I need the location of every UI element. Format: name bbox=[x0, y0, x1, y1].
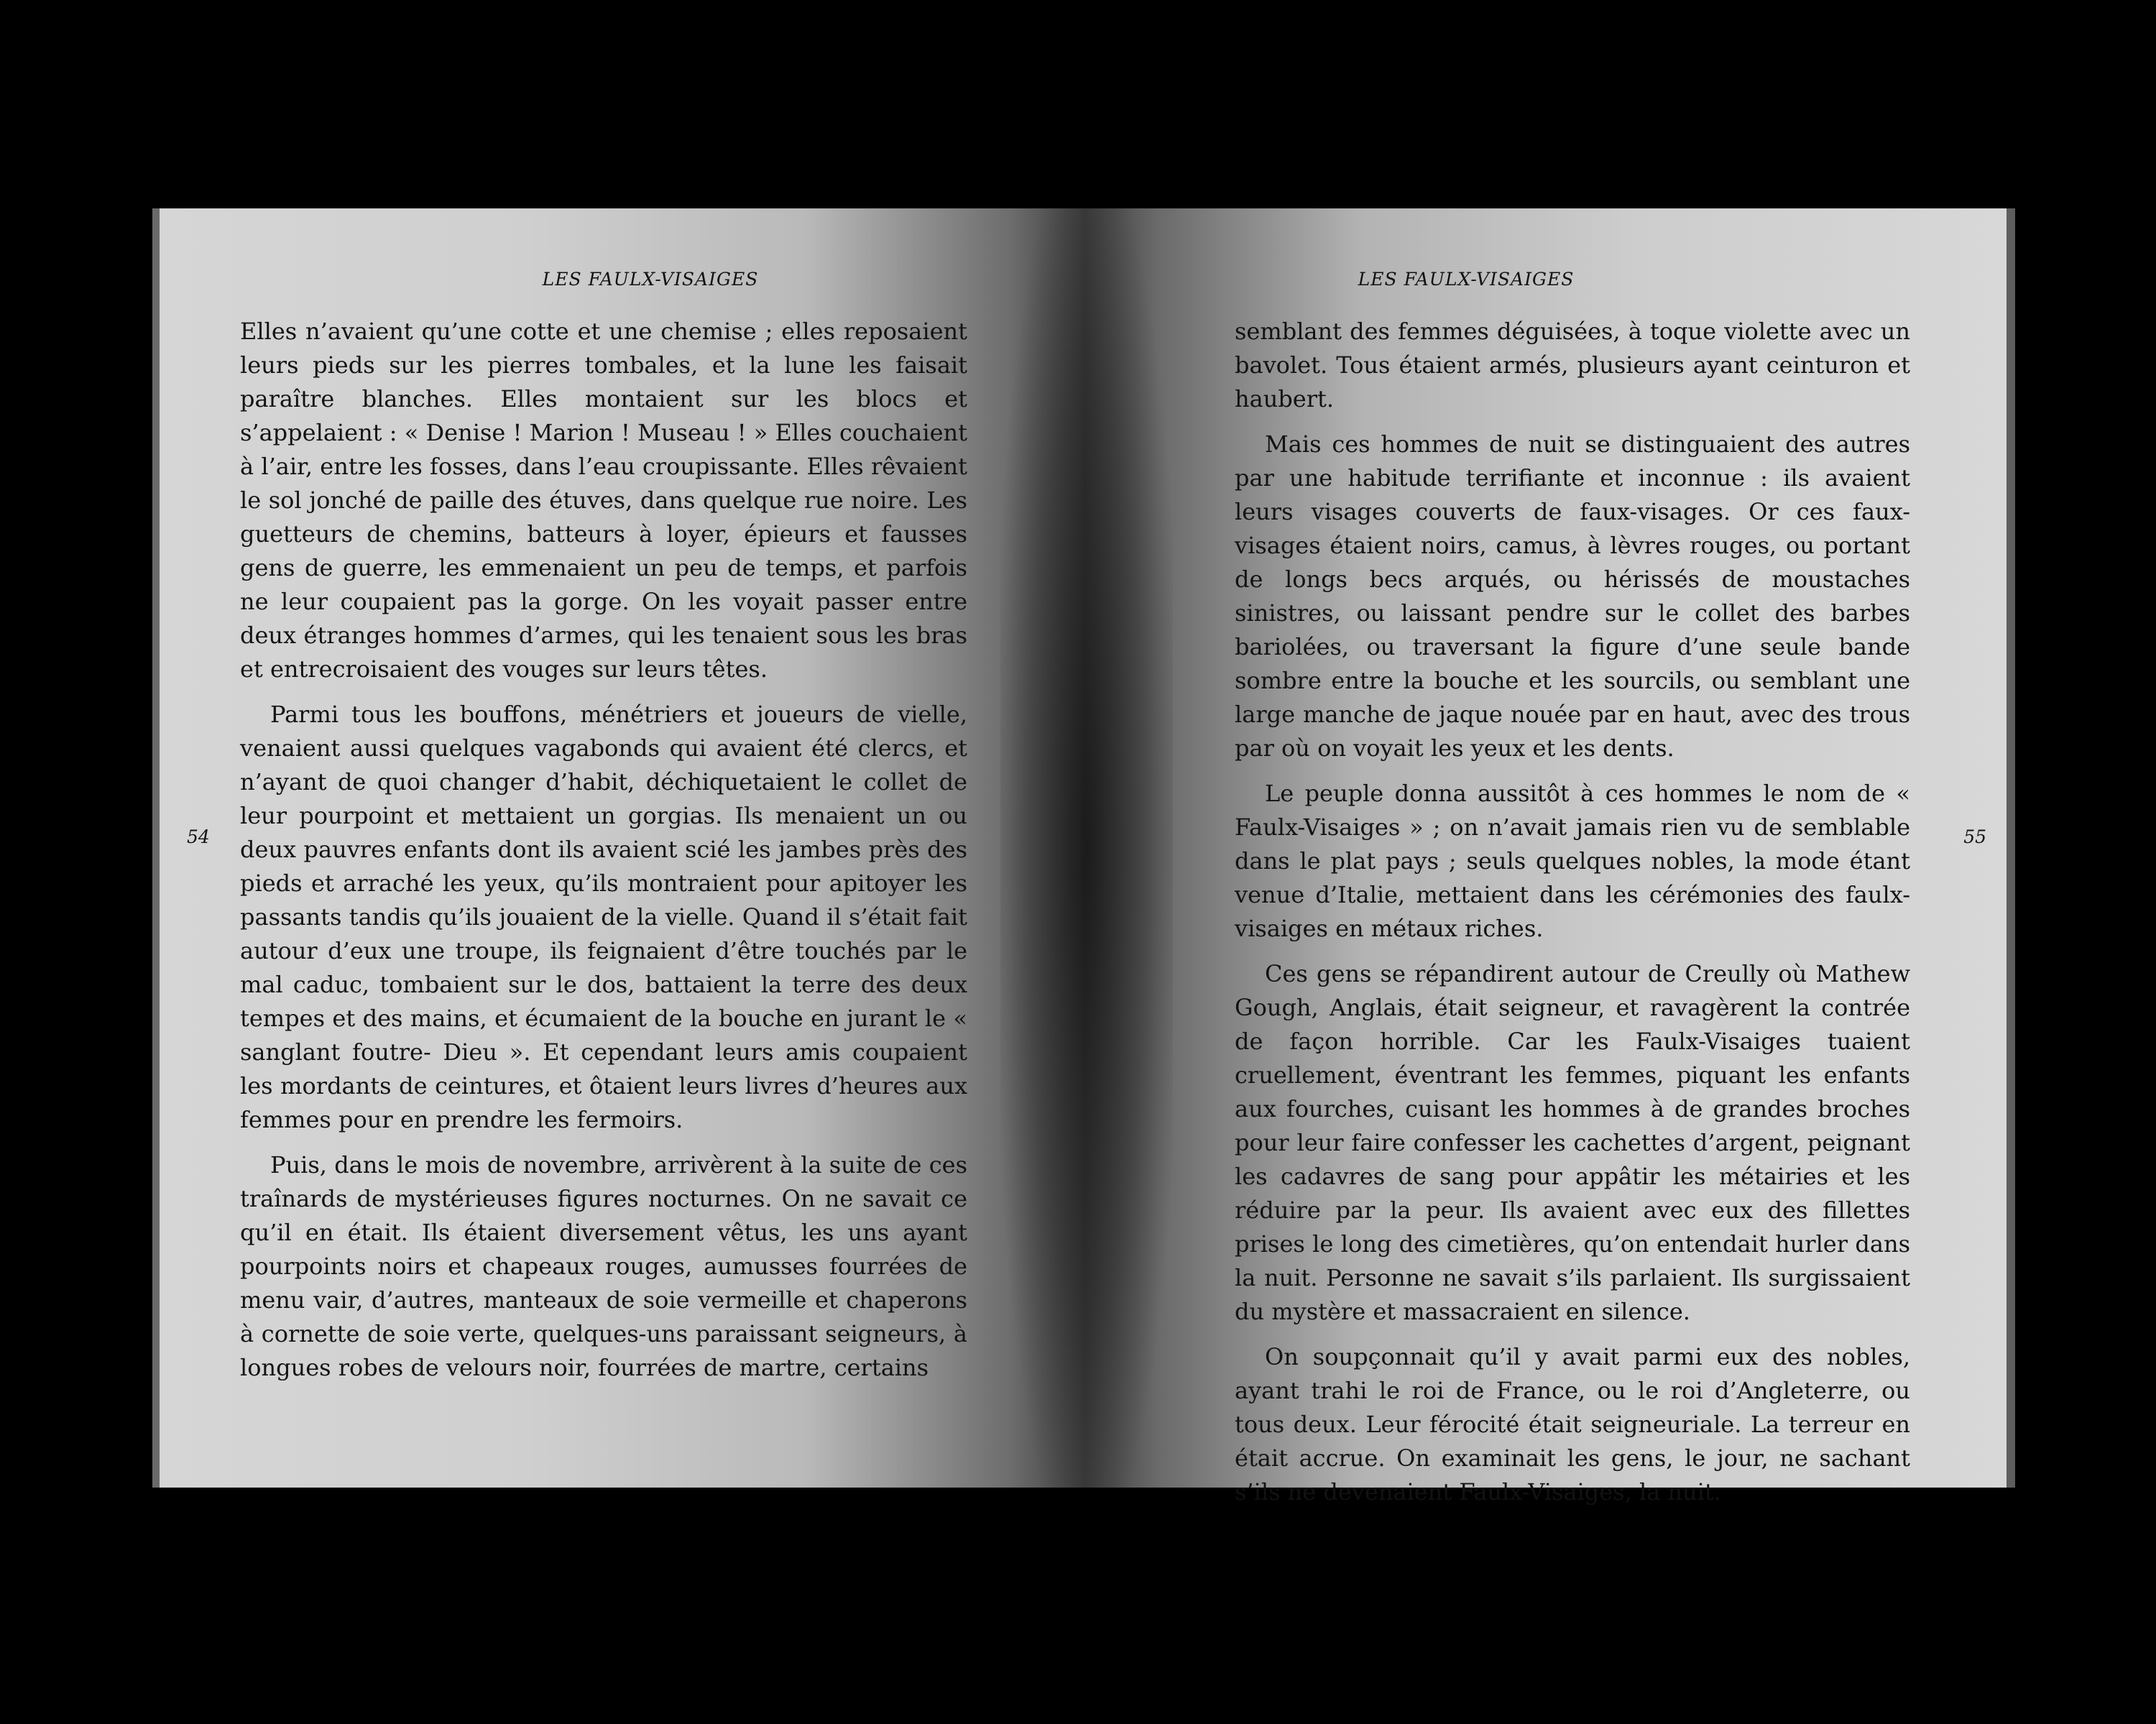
paragraph: Puis, dans le mois de novembre, arrivèrent à la suite de ces traînards de mystérieuses figures nocturnes. On ne savait ce qu’il en était. Ils étaient diversement vêtus, les uns ayant pourpoints noirs et chapeaux rouges, aumusses fourrées de menu vair, d’autres, manteaux de soie vermeille et chaperons à cornette de soie verte, quelques-uns paraissant seigneurs, à longues robes de velours noir, fourrées de martre, certains bbox=[240, 1151, 967, 1381]
left-page bbox=[152, 208, 1084, 1488]
paragraph: Le peuple donna aussitôt à ces hommes le nom de « Faulx-Visaiges » ; on n’avait jamais rien vu de semblable dans le plat pays ; seuls quelques nobles, la mode étant venue d’Italie, mettaient dans les cérémonies des faulx-visaiges en métaux riches. bbox=[1235, 780, 1910, 942]
book-spread bbox=[152, 208, 2015, 1506]
paragraph: semblant des femmes déguisées, à toque violette avec un bavolet. Tous étaient armés, plusieurs ayant ceinturon et haubert. bbox=[1235, 318, 1910, 412]
body-text bbox=[240, 315, 967, 1396]
running-head: LES FAULX-VISAIGES bbox=[542, 269, 759, 290]
paragraph: Mais ces hommes de nuit se distinguaient des autres par une habitude terrifiante et inconnue : ils avaient leurs visages couverts de faux-visages. Or ces faux-visages étaient noirs, camus, à lèvres rouges, ou portant de longs becs arqués, ou hérissés de moustaches sinistres, ou laissant pendre sur le collet des barbes bariolées, ou traversant la figure d’une seule bande sombre entre la bouche et les sourcils, ou semblant une large manche de jaque nouée par en haut, avec des trous par où on voyait les yeux et les dents. bbox=[1235, 430, 1910, 762]
body-text bbox=[1235, 315, 1910, 1521]
paragraph: Elles n’avaient qu’une cotte et une chemise ; elles reposaient leurs pieds sur les pierres tombales, et la lune les faisait paraître blanches. Elles montaient sur les blocs et s’appelaient : « Denise ! Marion ! Museau ! » Elles couchaient à l’air, entre les fosses, dans l’eau croupissante. Elles rêvaient le sol jonché de paille des étuves, dans quelque rue noire. Les guetteurs de chemins, batteurs à loyer, épieurs et fausses gens de guerre, les emmenaient un peu de temps, et parfois ne leur coupaient pas la gorge. On les voyait passer entre deux étranges hommes d’armes, qui les tenaient sous les bras et entrecroisaient des vouges sur leurs têtes. bbox=[240, 318, 967, 683]
page-number: 55 bbox=[1963, 826, 1986, 847]
running-head: LES FAULX-VISAIGES bbox=[1358, 269, 1575, 290]
paragraph: Ces gens se répandirent autour de Creully où Mathew Gough, Anglais, était seigneur, et ravagèrent la contrée de façon horrible. Car les Faulx-Visaiges tuaient cruellement, éventrant les femmes, piquant les enfants aux fourches, cuisant les hommes à de grandes broches pour leur faire confesser les cachettes d’argent, peignant les cadavres de sang pour appâtir les métairies et les réduire par la peur. Ils avaient avec eux des fillettes prises le long des cimetières, qu’on entendait hurler dans la nuit. Personne ne savait s’ils parlaient. Ils surgissaient du mystère et massacraient en silence. bbox=[1235, 960, 1910, 1325]
paragraph: On soupçonnait qu’il y avait parmi eux des nobles, ayant trahi le roi de France, ou le roi d’Angleterre, ou tous deux. Leur férocité était seigneuriale. La terreur en était accrue. On examinait les gens, le jour, ne sachant s’ils ne devenaient Faulx-Visaiges, la nuit. bbox=[1235, 1343, 1910, 1506]
page-number: 54 bbox=[187, 826, 210, 847]
right-page bbox=[1084, 208, 2015, 1506]
paragraph: Parmi tous les bouffons, ménétriers et joueurs de vielle, venaient aussi quelques vagabonds qui avaient été clercs, et n’ayant de quoi changer d’habit, déchiquetaient le collet de leur pourpoint et mettaient un gorgias. Ils menaient un ou deux pauvres enfants dont ils avaient scié les jambes près des pieds et arraché les yeux, qu’ils montraient pour apitoyer les passants tandis qu’ils jouaient de la vielle. Quand il s’était fait autour d’eux une troupe, ils feignaient d’être touchés par le mal caduc, tombaient sur le dos, battaient la terre des deux tempes et des mains, et écumaient de la bouche en jurant le « sanglant foutre- Dieu ». Et cependant leurs amis coupaient les mordants de ceintures, et ôtaient leurs livres d’heures aux femmes pour en prendre les fermoirs. bbox=[240, 701, 967, 1133]
